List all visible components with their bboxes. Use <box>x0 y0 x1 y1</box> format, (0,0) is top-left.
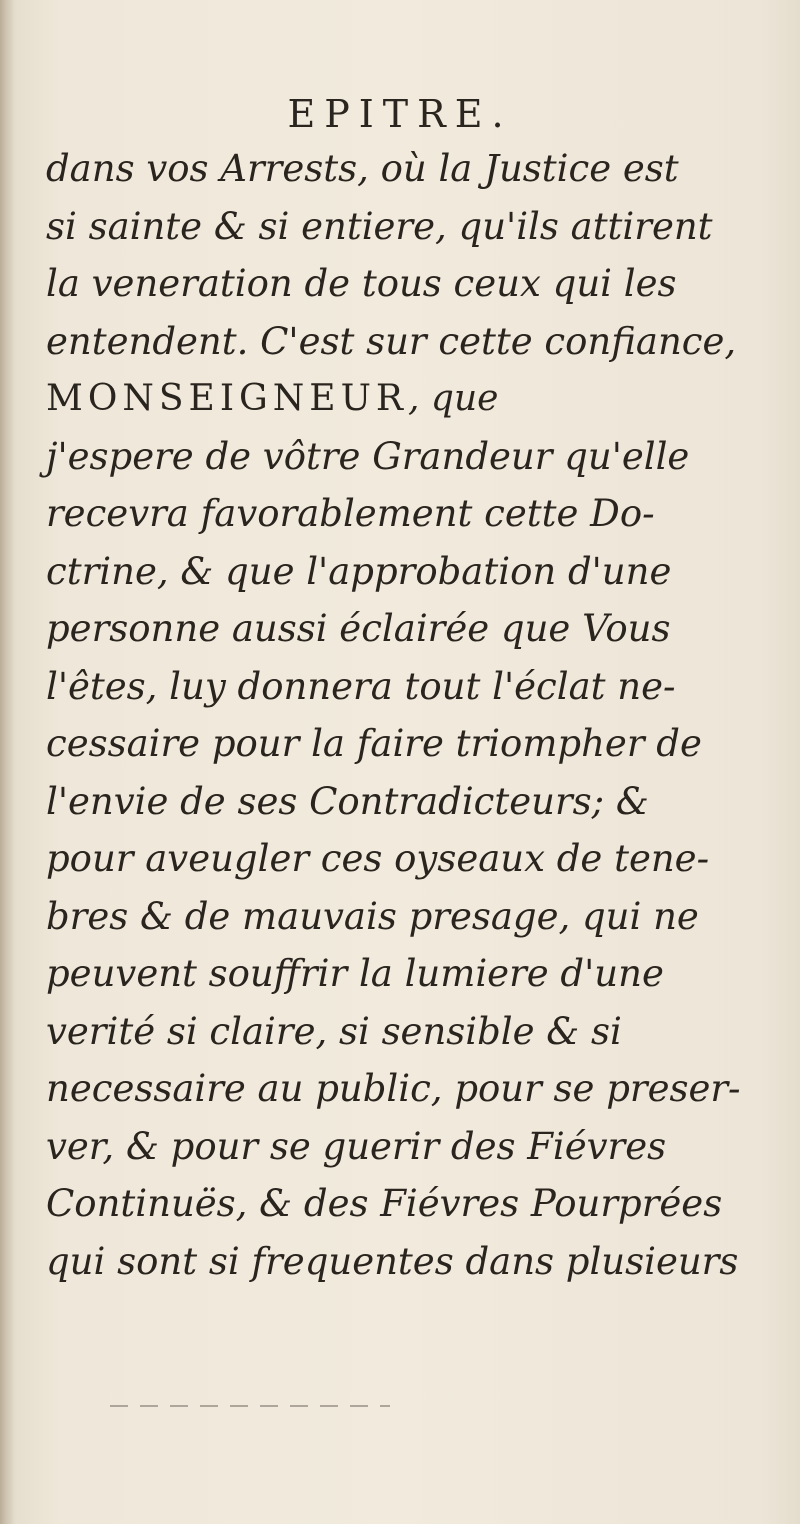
salutation-word: MONSEIGNEUR <box>46 378 409 419</box>
text-line: dans vos Arrests, où la Justice est <box>46 147 679 190</box>
text-line: ctrine, & que l'approbation d'une <box>46 549 672 593</box>
text-line-salutation <box>46 370 766 428</box>
text-line: cessaire pour la faire triompher de <box>46 722 702 765</box>
salutation-tail: , que <box>408 378 499 419</box>
page-gutter <box>0 0 14 1524</box>
text-line: l'êtes, luy donnera tout l'éclat ne- <box>46 664 676 708</box>
page-header: EPITRE. <box>287 92 513 136</box>
text-line: peuvent souffrir la lumiere d'une <box>46 952 664 995</box>
text-line: recevra favorablement cette Do- <box>46 492 655 535</box>
text-line: Continuës, & des Fiévres Pourprées <box>46 1182 723 1225</box>
text-line: bres & de mauvais presage, qui ne <box>46 894 699 938</box>
text-line: la veneration de tous ceux qui les <box>46 262 677 305</box>
text-line: j'espere de vôtre Grandeur qu'elle <box>46 434 690 478</box>
text-line: personne aussi éclairée que Vous <box>46 607 671 650</box>
text-line: verité si claire, si sensible & si <box>46 1009 622 1053</box>
text-line: qui sont si frequentes dans plusieurs <box>46 1239 739 1283</box>
text-line: entendent. C'est sur cette confiance, <box>46 319 737 363</box>
text-line: l'envie de ses Contradicteurs; & <box>46 779 649 823</box>
body-text <box>46 140 766 1290</box>
text-line: necessaire au public, pour se preser- <box>46 1067 741 1110</box>
text-line: pour aveugler ces oyseaux de tene- <box>46 837 710 880</box>
bottom-rule <box>110 1405 390 1407</box>
text-line: ver, & pour se guerir des Fiévres <box>46 1124 667 1168</box>
text-line: si sainte & si entiere, qu'ils attirent <box>46 204 713 248</box>
